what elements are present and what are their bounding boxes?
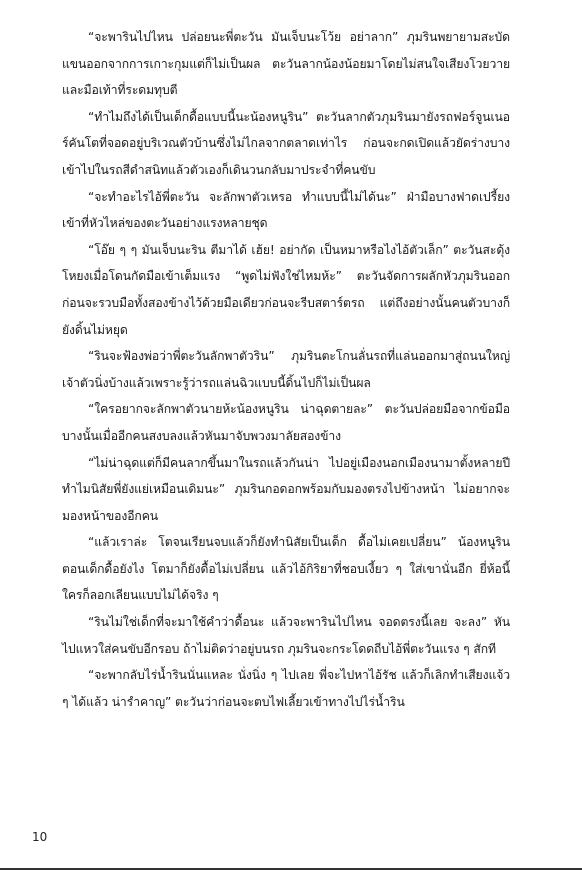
paragraph: “จะทำอะไรไอ้พี่ตะวัน จะลักพาตัวเหรอ ทำแบบนี้ไม่ได้นะ” ฝ่ามือบางฟาดเปรี้ยงเข้าที่หัวไหล่ของตะวันอย่างแรงหลายชุด (62, 189, 510, 231)
page-body (62, 24, 510, 715)
paragraph: “โอ๊ย ๆ ๆ มันเจ็บนะริน ตีมาได้ เฮ้ย! อย่ากัด เป็นหมาหรือไงไอ้ตัวเล็ก” ตะวันสะดุ้งโหยงเมื่อโดนกัดมือเข้าเต็มแรง “พูดไม่ฟังใช่ไหมห้ะ” ตะวันจัดการผลักหัวภุมรินออกก่อนจะรวบมือทั้งสองข้างไว้ด้วยมือเดียวก่อนจะรีบสตาร์ตรถ แต่ถึงอย่างนั้นคนตัวบางก็ยังดิ้นไม่หยุด (62, 242, 510, 337)
paragraph: “รินไม่ใช่เด็กที่จะมาใช้คำว่าดื้อนะ แล้วจะพารินไปไหน จอดตรงนี้เลย จะลง” หันไปแหวใส่คนขับอีกรอบ ถ้าไม่ติดว่าอยู่บนรถ ภุมรินจะกระโดดถีบไอ้พี่ตะวันแรง ๆ สักที (62, 615, 510, 656)
paragraph: “ใครอยากจะลักพาตัวนายห้ะน้องหนูริน น่าฉุดตายละ” ตะวันปล่อยมือจากข้อมือบางนั้นเมื่ออีกคนสงบลงแล้วหันมาจับพวงมาลัยสองข้าง (62, 402, 510, 443)
page-number: 10 (32, 830, 48, 844)
paragraph: “แล้วเราล่ะ โตจนเรียนจบแล้วก็ยังทำนิสัยเป็นเด็ก ดื้อไม่เคยเปลี่ยน” น้องหนูรินตอนเด็กดื้อยังไง โตมาก็ยังดื้อไม่เปลี่ยน แล้วไอ้กิริยาที่ชอบเงี้ยว ๆ ใส่เขานั่นอีก ยี่ห้อนี้ใครก็ลอกเลียนแบบไม่ได้จริง ๆ (62, 535, 510, 603)
paragraph: “จะพารินไปไหน ปล่อยนะพี่ตะวัน มันเจ็บนะโว้ย อย่าลาก” ภุมรินพยายามสะบัดแขนออกจากการเกาะกุมแต่ก็ไม่เป็นผล ตะวันลากน้องน้อยมาโดยไม่สนใจเสียงโวยวายและมือเท้าที่ระดมทุบตี (62, 30, 510, 98)
paragraph: “ทำไมถึงได้เป็นเด็กดื้อแบบนี้นะน้องหนูริน” ตะวันลากตัวภุมรินมายังรถฟอร์จูนเนอร์คันโตที่จอดอยู่บริเวณตัวบ้านซึ่งไม่ไกลจากตลาดเท่าไร ก่อนจะกดเปิดแล้วยัดร่างบางเข้าไปในรถสีดำสนิทแล้วตัวเองก็เดินวนกลับมาประจำที่คนขับ (62, 109, 510, 177)
paragraph: “รินจะฟ้องพ่อว่าพี่ตะวันลักพาตัวริน” ภุมรินตะโกนลั่นรถที่แล่นออกมาสู่ถนนใหญ่ เจ้าตัวนิ่งบ้างแล้วเพราะรู้ว่ารถแล่นฉิวแบบนี้ดิ้นไปก็ไม่เป็นผล (62, 349, 510, 390)
bottom-divider (0, 868, 582, 870)
paragraph: “ไม่น่าฉุดแต่ก็มีคนลากขึ้นมาในรถแล้วกันน่า ไปอยู่เมืองนอกเมืองนามาตั้งหลายปี ทำไมนิสัยพี่ยังแย่เหมือนเดิมนะ” ภุมรินกอดอกพร้อมกับมองตรงไปข้างหน้า ไม่อยากจะมองหน้าของอีกคน (62, 455, 510, 523)
paragraph: “จะพากลับไร่น้ำรินนั่นแหละ นั่งนิ่ง ๆ ไปเลย พี่จะไปหาไอ้รัช แล้วก็เลิกทำเสียงแจ้ว ๆ ได้แล้ว น่ารำคาญ” ตะวันว่าก่อนจะตบไฟเลี้ยวเข้าทางไปไร่น้ำริน (62, 668, 510, 709)
